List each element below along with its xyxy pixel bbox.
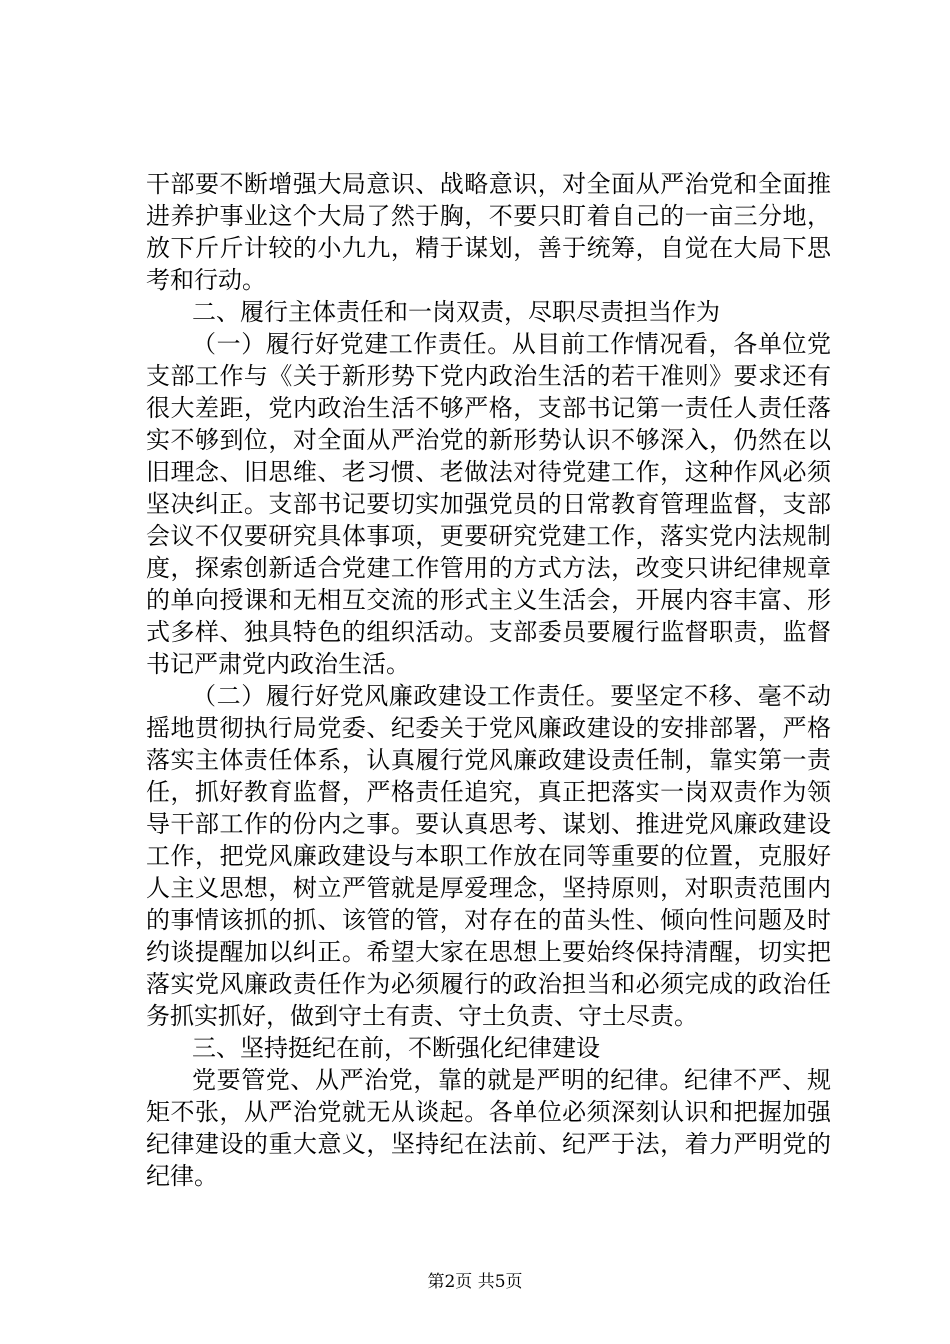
paragraph-continuation: 干部要不断增强大局意识、战略意识，对全面从严治党和全面推进养护事业这个大局了然于胸，不要只盯着自己的一亩三分地，放下斤斤计较的小九九，精于谋划，善于统筹，自觉在大局下思考和行动。: [146, 170, 831, 294]
paragraph-integrity-duty: （二）履行好党风廉政建设工作责任。要坚定不移、毫不动摇地贯彻执行局党委、纪委关于党风廉政建设的安排部署，严格落实主体责任体系，认真履行党风廉政建设责任制，靠实第一责任，抓好教育监督，严格责任追究，真正把落实一岗双责作为领导干部工作的份内之事。要认真思考、谋划、推进党风廉政建设工作，把党风廉政建设与本职工作放在同等重要的位置，克服好人主义思想，树立严管就是厚爱理念，坚持原则，对职责范围内的事情该抓的抓、该管的管，对存在的苗头性、倾向性问题及时约谈提醒加以纠正。希望大家在思想上要始终保持清醒，切实把落实党风廉政责任作为必须履行的政治担当和必须完成的政治任务抓实抓好，做到守土有责、守土负责、守土尽责。: [146, 682, 831, 1030]
paragraph-discipline: 党要管党、从严治党，靠的就是严明的纪律。纪律不严、规矩不张，从严治党就无从谈起。各单位必须深刻认识和把握加强纪律建设的重大意义，坚持纪在法前、纪严于法，着力严明党的纪律。: [146, 1066, 831, 1190]
page-number-footer: 第2页 共5页: [427, 1272, 523, 1292]
document-body: [146, 168, 831, 1192]
paragraph-party-building-duty: （一）履行好党建工作责任。从目前工作情况看，各单位党支部工作与《关于新形势下党内政治生活的若干准则》要求还有很大差距，党内政治生活不够严格，支部书记第一责任人责任落实不够到位，对全面从严治党的新形势认识不够深入，仍然在以旧理念、旧思维、老习惯、老做法对待党建工作，这种作风必须坚决纠正。支部书记要切实加强党员的日常教育管理监督，支部会议不仅要研究具体事项，更要研究党建工作，落实党内法规制度，探索创新适合党建工作管用的方式方法，改变只讲纪律规章的单向授课和无相互交流的形式主义生活会，开展内容丰富、形式多样、独具特色的组织活动。支部委员要履行监督职责，监督书记严肃党内政治生活。: [146, 330, 831, 678]
section-heading-two: 二、履行主体责任和一岗双责，尽职尽责担当作为: [192, 298, 720, 326]
section-heading-three: 三、坚持挺纪在前，不断强化纪律建设: [192, 1034, 600, 1062]
